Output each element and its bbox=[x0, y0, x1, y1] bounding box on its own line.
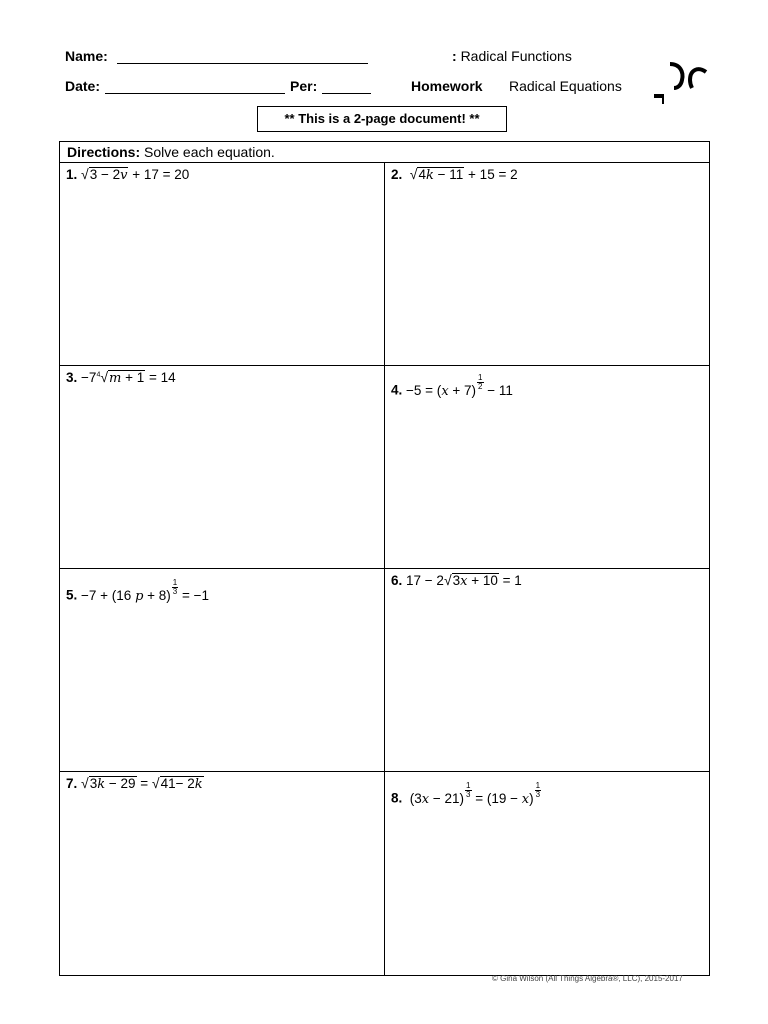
problem-number: 5. bbox=[66, 587, 78, 603]
problem-number: 2. bbox=[391, 167, 403, 182]
equation-3: $-7^4√m + 1 = 14$ bbox=[81, 369, 176, 386]
directions bbox=[60, 142, 709, 163]
equation-1: √3 − 2v + 17 = 20 bbox=[81, 166, 190, 183]
logo-icon bbox=[652, 58, 712, 104]
problem-number: 3. bbox=[66, 370, 78, 385]
problem-7[interactable] bbox=[60, 772, 384, 975]
two-page-banner: ** This is a 2-page document! ** bbox=[257, 106, 507, 132]
topic-title: Radical Equations bbox=[509, 78, 622, 94]
homework-label: Homework bbox=[411, 78, 483, 94]
equation-4: −5 = (x + 7) $\frac{1}{2}$ − 11 bbox=[406, 373, 513, 399]
problem-number: 1. bbox=[66, 167, 78, 182]
equation-7: √3k − 29 = √41− 2k bbox=[81, 775, 203, 792]
equation-6: 17 − 2√3x + 10 = 1 bbox=[406, 572, 522, 589]
problem-number: 4. bbox=[391, 382, 403, 398]
problem-number: 8. bbox=[391, 790, 403, 806]
equation-8: (3x − 21) $\frac{1}{3}$ = (19 − x) $\frac{1}{3}$ bbox=[406, 781, 541, 807]
directions-label: Directions: bbox=[67, 144, 141, 160]
name-blank[interactable] bbox=[117, 49, 368, 64]
problem-4[interactable] bbox=[385, 366, 709, 568]
period-blank[interactable] bbox=[322, 79, 371, 94]
equation-2: √4k − 11 + 15 = 2 bbox=[409, 166, 518, 183]
problem-grid bbox=[59, 141, 710, 976]
equation-5: −7 + (16 p + 8) $\frac{1}{3}$ = −1 bbox=[81, 578, 210, 604]
problem-2[interactable] bbox=[385, 163, 709, 365]
date-blank[interactable] bbox=[105, 79, 285, 94]
directions-text: Solve each equation. bbox=[144, 144, 275, 160]
problem-number: 7. bbox=[66, 776, 78, 791]
problem-3[interactable] bbox=[60, 366, 384, 568]
name-label: Name: bbox=[65, 48, 108, 64]
date-label: Date: bbox=[65, 78, 101, 94]
problem-6[interactable] bbox=[385, 569, 709, 771]
problem-number: 6. bbox=[391, 573, 403, 588]
copyright-footer: © Gina Wilson (All Things Algebra®, LLC), 2015-2017 bbox=[492, 974, 683, 983]
problem-5[interactable] bbox=[60, 569, 384, 771]
problem-1[interactable] bbox=[60, 163, 384, 365]
unit-colon: : bbox=[452, 48, 457, 64]
problem-8[interactable] bbox=[385, 772, 709, 975]
period-label: Per: bbox=[290, 78, 318, 94]
unit-title: Radical Functions bbox=[460, 48, 572, 64]
unit-heading bbox=[452, 48, 572, 64]
